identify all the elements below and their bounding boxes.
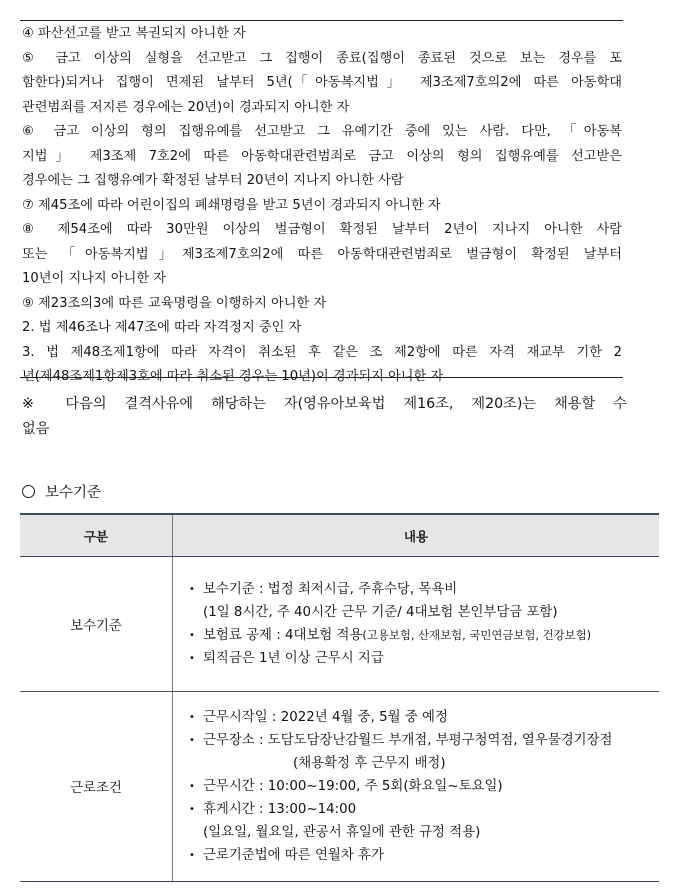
list-item: ⑤ 금고 이상의 실형을 선고받고 그 집행이 종료(집행이 종료된 것으로 보는 경우를 포 — [22, 50, 622, 66]
bottom-rule — [20, 377, 623, 378]
bullet-icon: • — [189, 653, 195, 664]
notice-line: 없음 — [22, 421, 50, 437]
list-item-continuation: (1일 8시간, 주 40시간 근무 기준/ 4대보험 본인부담금 포함) — [203, 605, 558, 620]
circle-icon — [22, 485, 35, 498]
list-item: 함한다)되거나 집행이 면제된 날부터 5년(「아동복지법」 제3조제7호의2에 따른 아동학대 — [22, 75, 622, 90]
bullet-icon: • — [189, 584, 195, 595]
list-item: 년(제48조제1항제3호에 따라 취소된 경우는 10년)이 경과되지 아니한 자 — [22, 369, 444, 384]
row-label: 근로조건 — [20, 692, 173, 882]
list-item: • 퇴직금은 1년 이상 근무시 지급 — [181, 647, 658, 670]
bullet-icon: • — [189, 630, 195, 641]
list-item: • 휴게시간 : 13:00~14:00 — [181, 798, 658, 821]
list-item: ⑨ 제23조의3에 따른 교육명령을 이행하지 아니한 자 — [22, 295, 327, 311]
list-item: 2. 법 제46조나 제47조에 따라 자격정지 중인 자 — [22, 320, 302, 335]
disqualification-list — [22, 22, 622, 390]
list-item: • 근무시간 : 10:00~19:00, 주 5회(화요일~토요일) — [181, 775, 658, 798]
row-content — [173, 557, 660, 692]
list-item: • 근무장소 : 도담도담장난감월드 부개점, 부평구청역점, 열우물경기장점 — [181, 729, 658, 752]
list-item: 지법」 제3조제 7호2에 따른 아동학대관련범죄로 금고 이상의 형의 집행유예를 선고받은 — [22, 148, 622, 164]
list-item: 관련범죄를 저지른 경우에는 20년)이 경과되지 아니한 자 — [22, 99, 350, 115]
top-rule — [20, 20, 623, 21]
bullet-icon: • — [189, 781, 195, 792]
list-item: 3. 법 제48조제1항에 따라 자격이 취소된 후 같은 조 제2항에 따른 자격 재교부 기한 2 — [22, 344, 622, 360]
list-item: • 근무시작일 : 2022년 4월 중, 5월 중 예정 — [181, 706, 658, 729]
section-heading — [22, 481, 101, 502]
section-title: 보수기준 — [45, 485, 102, 501]
list-item: • 보험료 공제 : 4대보험 적용 (고용보험, 산재보험, 국민연금보험, 건강보험) — [181, 624, 658, 647]
list-item-continuation: (일요일, 월요일, 관공서 휴일에 관한 규정 적용) — [203, 825, 481, 840]
column-header: 구분 — [20, 514, 173, 557]
table-row — [20, 692, 659, 882]
row-label: 보수기준 — [20, 557, 173, 692]
list-item: • 근로기준법에 따른 연월차 휴가 — [181, 844, 658, 867]
column-header: 내용 — [173, 514, 660, 557]
notice-paragraph — [22, 392, 627, 442]
list-item: ⑦ 제45조에 따라 어린이집의 폐쇄명령을 받고 5년이 경과되지 아니한 자 — [22, 197, 441, 213]
list-item: ⑥ 금고 이상의 형의 집행유예를 선고받고 그 유예기간 중에 있는 사람. 다만, 「아동복 — [22, 124, 622, 139]
list-item: ⑧ 제54조에 따라 30만원 이상의 벌금형이 확정된 날부터 2년이 지나지 아니한 사람 — [22, 222, 622, 237]
table-header-row — [20, 514, 659, 557]
list-item: 10년이 지나지 아니한 자 — [22, 271, 167, 286]
bullet-icon: • — [189, 735, 195, 746]
bullet-icon: • — [189, 804, 195, 815]
bullet-icon: • — [189, 712, 195, 723]
notice-line: ※ 다음의 결격사유에 해당하는 자(영유아보육법 제16조, 제20조)는 채용할 수 — [22, 396, 627, 412]
list-item-continuation: (채용확정 후 근무지 배정) — [293, 756, 446, 771]
row-content — [173, 692, 660, 882]
list-item: ④ 파산선고를 받고 복권되지 아니한 자 — [22, 26, 246, 41]
bullet-icon: • — [189, 850, 195, 861]
list-item: 또는 「아동복지법」제3조제7호의2에 따른 아동학대관련범죄로 벌금형이 확정된 날부터 — [22, 246, 622, 262]
table-row — [20, 557, 659, 692]
pay-table — [20, 513, 659, 882]
list-item: • 보수기준 : 법정 최저시급, 주휴수당, 목욕비 — [181, 578, 658, 601]
list-item: 경우에는 그 집행유예가 확정된 날부터 20년이 지나지 아니한 사람 — [22, 173, 404, 188]
